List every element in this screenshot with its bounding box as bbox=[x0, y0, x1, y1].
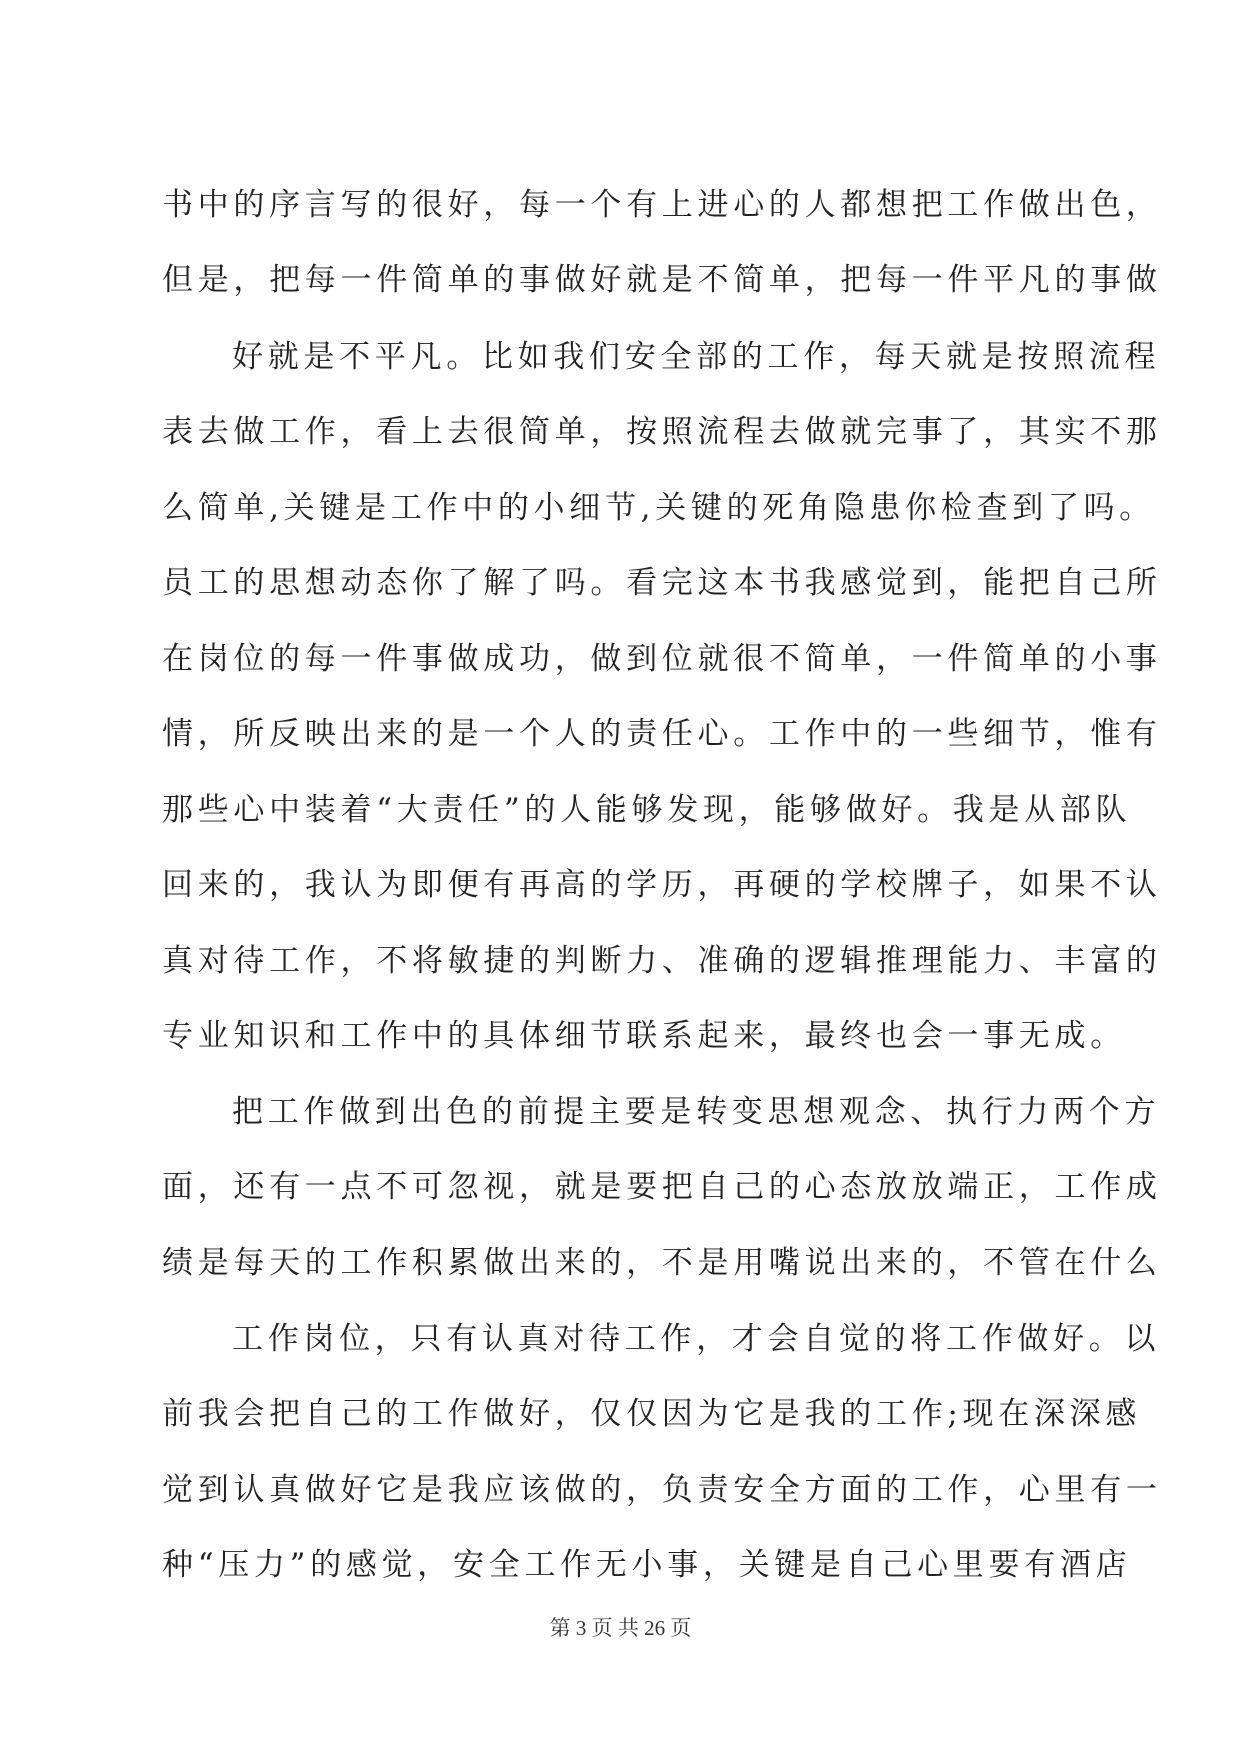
text-line: 把工作做到出色的前提主要是转变思想观念、执行力两个方 bbox=[232, 1094, 1161, 1130]
text-line: 在岗位的每一件事做成功，做到位就很不简单，一件简单的小事 bbox=[162, 641, 1162, 677]
text-line: 面，还有一点不可忽视，就是要把自己的心态放放端正，工作成 bbox=[162, 1169, 1162, 1205]
text-line: 表去做工作，看上去很简单，按照流程去做就完事了，其实不那 bbox=[162, 414, 1162, 450]
text-line: 工作岗位，只有认真对待工作，才会自觉的将工作做好。以 bbox=[232, 1321, 1161, 1357]
text-line: 但是，把每一件简单的事做好就是不简单，把每一件平凡的事做 bbox=[162, 262, 1162, 298]
page-number-footer: 第 3 页 共 26 页 bbox=[549, 1616, 692, 1640]
text-line: 绩是每天的工作积累做出来的，不是用嘴说出来的，不管在什么 bbox=[162, 1245, 1162, 1281]
text-line: 专业知识和工作中的具体细节联系起来，最终也会一事无成。 bbox=[162, 1018, 1126, 1054]
text-line: 情，所反映出来的是一个人的责任心。工作中的一些细节，惟有 bbox=[162, 716, 1162, 752]
text-line: 书中的序言写的很好，每一个有上进心的人都想把工作做出色， bbox=[162, 187, 1162, 223]
text-line: 回来的，我认为即便有再高的学历，再硬的学校牌子，如果不认 bbox=[162, 867, 1162, 903]
text-line: 那些心中装着“大责任”的人能够发现，能够做好。我是从部队 bbox=[162, 792, 1132, 828]
text-line: 觉到认真做好它是我应该做的，负责安全方面的工作，心里有一 bbox=[162, 1472, 1162, 1508]
text-line: 好就是不平凡。比如我们安全部的工作，每天就是按照流程 bbox=[232, 339, 1161, 375]
text-line: 真对待工作，不将敏捷的判断力、准确的逻辑推理能力、丰富的 bbox=[162, 943, 1162, 979]
text-line: 种“压力”的感觉，安全工作无小事，关键是自己心里要有酒店 bbox=[162, 1547, 1132, 1583]
text-line: 员工的思想动态你了解了吗。看完这本书我感觉到，能把自己所 bbox=[162, 565, 1162, 601]
text-line: 前我会把自己的工作做好，仅仅因为它是我的工作;现在深深感 bbox=[162, 1396, 1142, 1432]
text-line: 么简单,关键是工作中的小细节,关键的死角隐患你检查到了吗。 bbox=[162, 490, 1156, 526]
